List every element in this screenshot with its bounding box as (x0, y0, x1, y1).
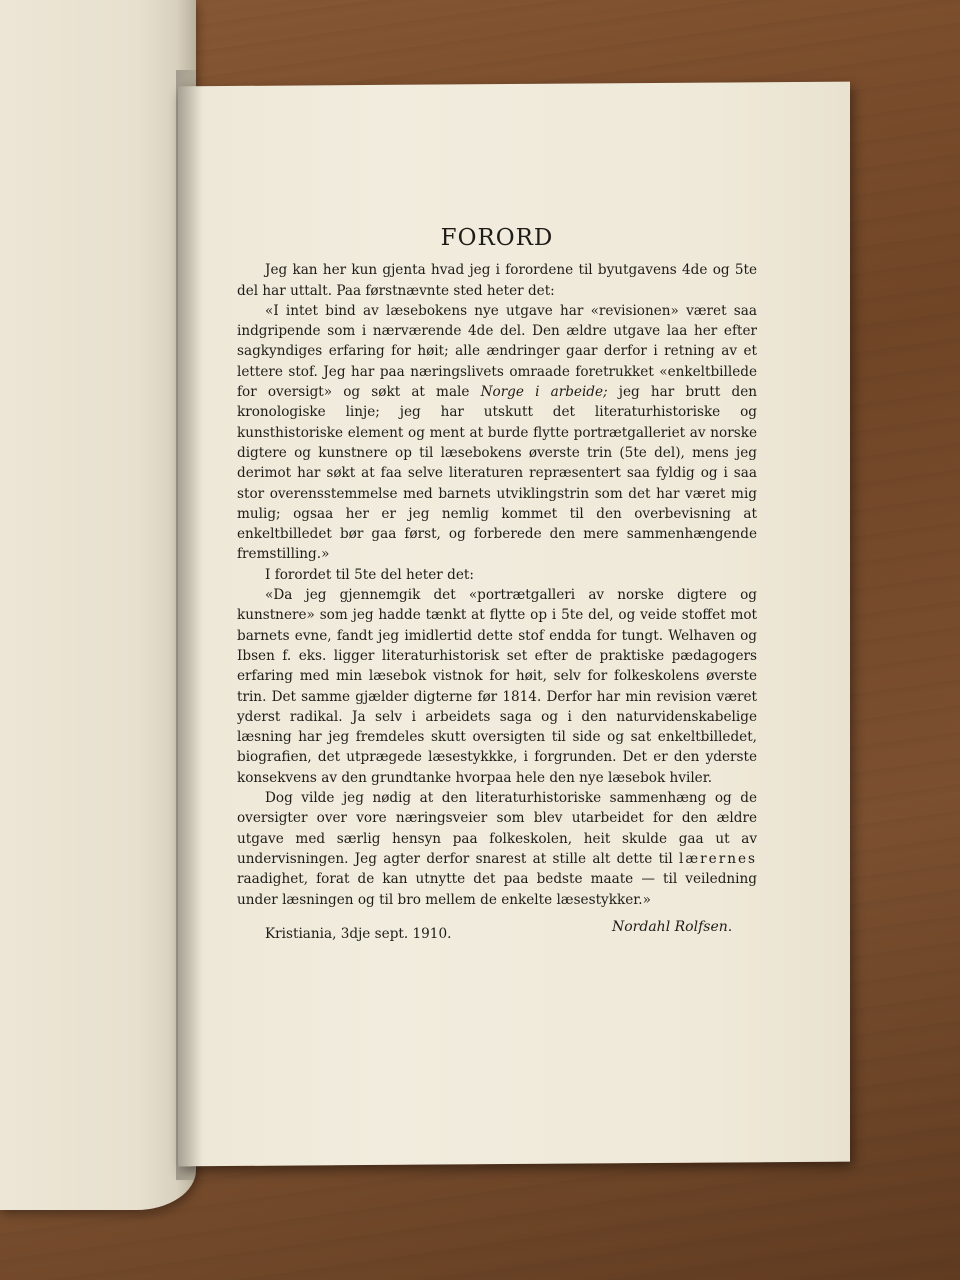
place-date: Kristiania, 3dje sept. 1910. (265, 925, 452, 942)
paragraph-2-part-b: jeg har brutt den kronologiske linje; jeg har utskutt det literaturhistoriske og kunsthistoriske element og ment at burde flytte portrætgalleriet av norske digtere og kunstnere op til læsebokens øverste trin (5te del), mens jeg derimot har søkt at faa selve literaturen repræsentert saa fyldig og i saa stor overensstemmelse med barnets utviklingstrin som det har været mig mulig; ogsaa her er jeg nemlig kommet til den overbevisning at enkeltbilledet bør gaa først, og forberede den mere sammenhængende fremstilling.» (237, 384, 757, 563)
paragraph-5-part-b: raadighet, forat de kan utnytte det paa bedste maate — til veiledning under læsningen og til bro mellem de enkelte læsestykker.» (237, 871, 757, 908)
signature: Nordahl Rolfsen. (612, 919, 733, 935)
paragraph-1: Jeg kan her kun gjenta hvad jeg i forordene til byutgavens 4de og 5te del har uttalt. Paa førstnævnte sted heter det: (237, 262, 757, 299)
paragraph-2-part-a: «I intet bind av læsebokens nye utgave har «revisionen» været saa indgripende som i nærværende 4de del. Den ældre utgave laa her efter sagkyndiges erfaring for høit; alle ændringer gaar derfor i retning av et lettere stof. Jeg har paa næringslivets omraade foretrukket «enkeltbillede for oversigt» og søkt at male (237, 302, 757, 401)
paragraph-3: I forordet til 5te del heter det: (265, 566, 474, 583)
paragraph-4: «Da jeg gjennemgik det «portrætgalleri av norske digtere og kunstnere» som jeg hadde tænkt at flytte op i 5te del, og veide stoffet mot barnets evne, fandt jeg imidlertid dette stof endda for tungt. Welhaven og Ibsen f. eks. ligger literaturhistorisk set efter de praktiske pædagogers erfaring med min læsebok vistnok for høit, selv for folkeskolens øverste trin. Det samme gjælder digterne før 1814. Derfor har min revision været yderst radikal. Ja selv i arbeidets saga og i den naturvidenskabelige læsning har jeg fremdeles skutt oversigten til side og sat enkeltbilledet, biografien, det utprægede læsestykkke, i forgrunden. Det er den yderste konsekvens av den grundtanke hvorpaa hele den nye læsebok hviler. (237, 587, 757, 786)
paragraph-5-spaced: lærernes (679, 850, 757, 867)
page-title: FORORD (440, 225, 554, 251)
left-page (0, 0, 196, 1210)
paragraph-2-italic: Norge i arbeide; (480, 384, 608, 401)
preface-text (237, 225, 757, 944)
book-gutter-shadow (176, 70, 202, 1180)
paragraph-5 (237, 788, 757, 910)
paragraph-5-part-a: Dog vilde jeg nødig at den literaturhistoriske sammenhæng og de oversigter over vore næringsveier som blev utarbeidet for den ældre utgave med særlig hensyn paa folkeskolen, heit skulde gaa ut av undervisningen. Jeg agter derfor snarest at stille alt dette til (237, 790, 757, 867)
paragraph-2 (237, 301, 757, 565)
